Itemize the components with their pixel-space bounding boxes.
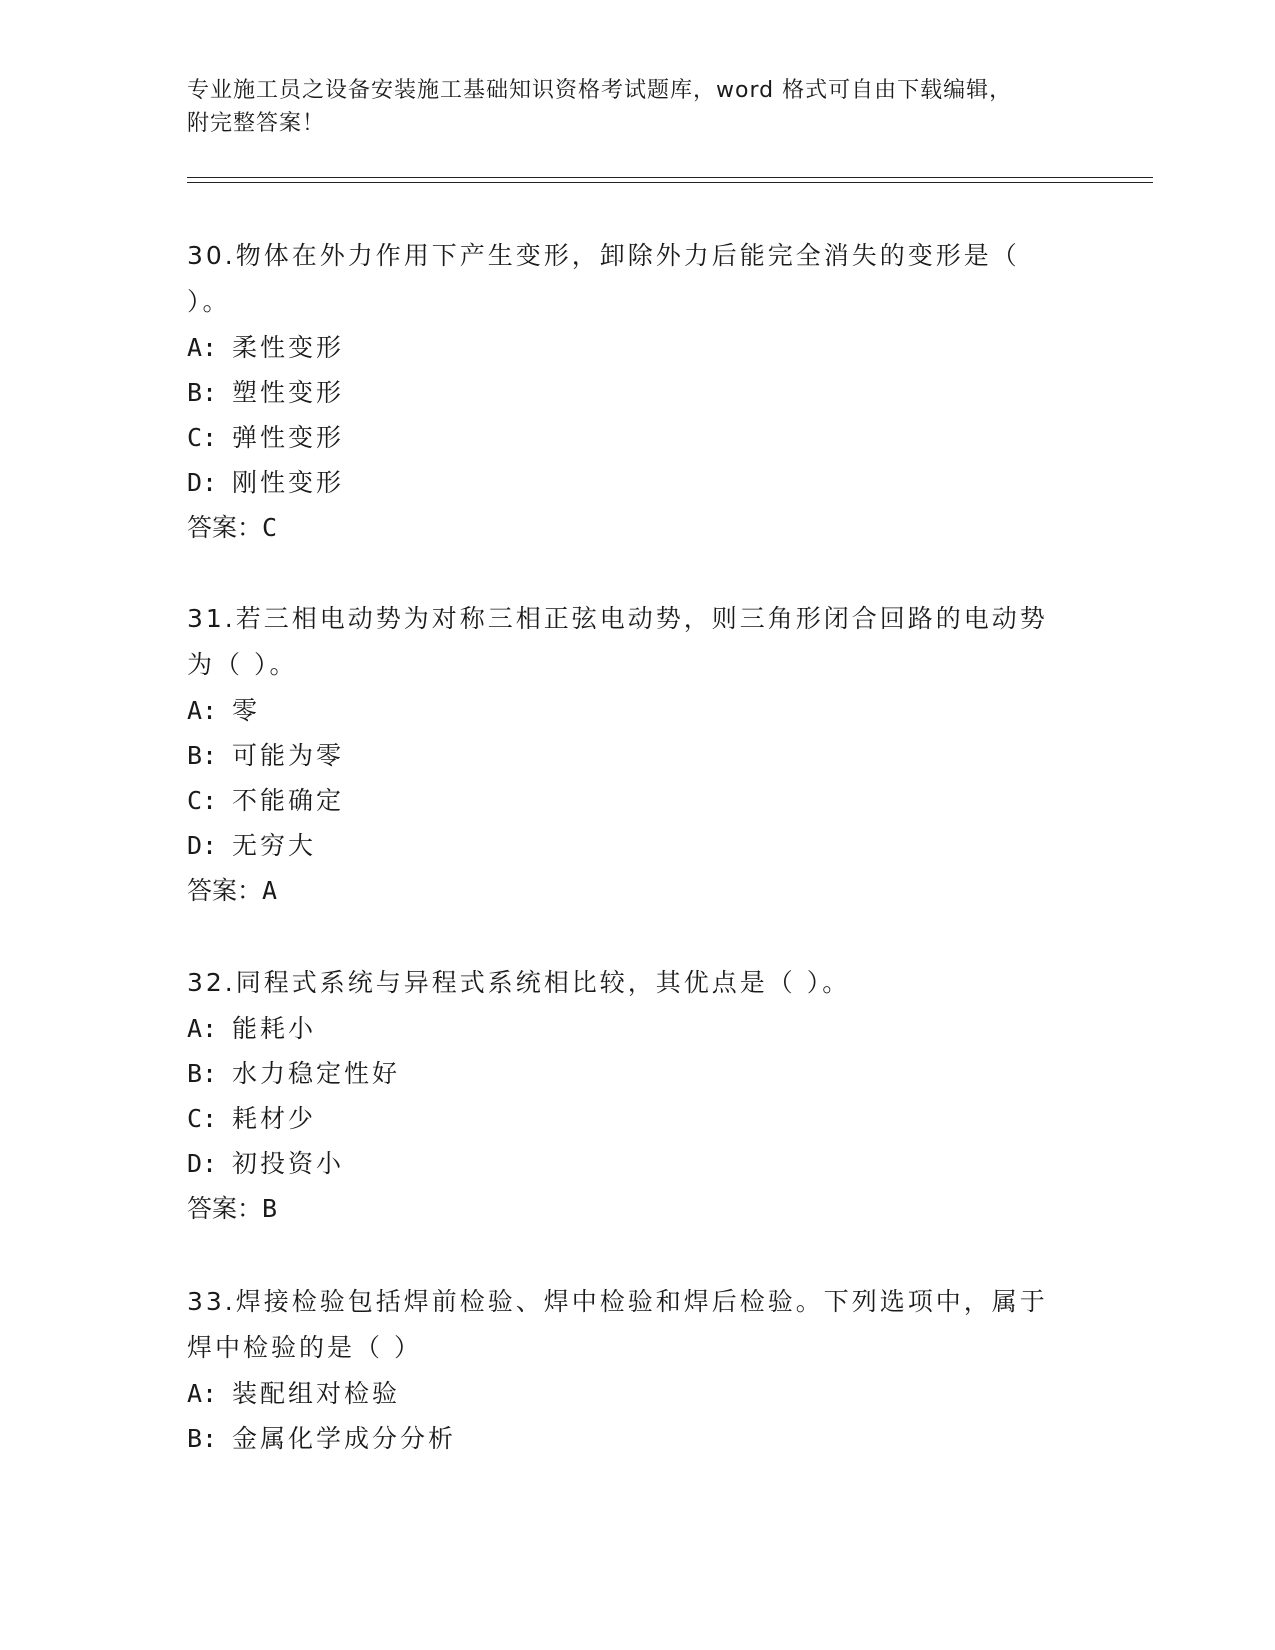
answer-value: B bbox=[262, 1194, 278, 1223]
header-divider-bottom bbox=[187, 182, 1153, 183]
header-line-1: 专业施工员之设备安装施工基础知识资格考试题库，word 格式可自由下载编辑， bbox=[187, 78, 1013, 103]
answer-line bbox=[187, 868, 1087, 914]
option-text: 弹性变形 bbox=[232, 423, 345, 452]
option-text: 刚性变形 bbox=[232, 468, 345, 497]
option-letter: A: bbox=[187, 1379, 218, 1408]
option-letter: C: bbox=[187, 423, 218, 452]
question-stem-line-1: 32.同程式系统与异程式系统相比较，其优点是（ ）。 bbox=[187, 968, 851, 997]
question-stem-line-1: 30.物体在外力作用下产生变形，卸除外力后能完全消失的变形是（ bbox=[187, 241, 1020, 270]
option-letter: B: bbox=[187, 741, 218, 770]
option-b bbox=[187, 1051, 1087, 1096]
option-text: 可能为零 bbox=[232, 741, 345, 770]
document-header bbox=[187, 74, 1067, 140]
answer-value: C bbox=[262, 513, 278, 542]
answer-value: A bbox=[262, 876, 278, 905]
option-text: 耗材少 bbox=[232, 1104, 317, 1133]
option-text: 水力稳定性好 bbox=[232, 1059, 401, 1088]
question-stem-line-2: 为（ ）。 bbox=[187, 650, 298, 679]
question-stem-line-2: 焊中检验的是（ ） bbox=[187, 1333, 422, 1362]
question-stem-line-1: 33.焊接检验包括焊前检验、焊中检验和焊后检验。下列选项中，属于 bbox=[187, 1287, 1048, 1316]
header-line-2: 附完整答案！ bbox=[187, 111, 326, 136]
option-c bbox=[187, 415, 1087, 460]
option-text: 零 bbox=[232, 696, 261, 725]
option-b bbox=[187, 733, 1087, 778]
question-stem-line-2: ）。 bbox=[187, 287, 231, 316]
option-d bbox=[187, 1141, 1087, 1186]
option-d bbox=[187, 460, 1087, 505]
option-letter: B: bbox=[187, 378, 218, 407]
option-b bbox=[187, 370, 1087, 415]
option-a bbox=[187, 688, 1087, 733]
option-letter: D: bbox=[187, 831, 218, 860]
option-c bbox=[187, 778, 1087, 823]
option-d bbox=[187, 823, 1087, 868]
option-text: 无穷大 bbox=[232, 831, 317, 860]
header-divider-top bbox=[187, 177, 1153, 178]
option-a bbox=[187, 325, 1087, 370]
option-letter: C: bbox=[187, 1104, 218, 1133]
option-text: 初投资小 bbox=[232, 1149, 345, 1178]
option-text: 装配组对检验 bbox=[232, 1379, 401, 1408]
option-letter: C: bbox=[187, 786, 218, 815]
option-letter: B: bbox=[187, 1424, 218, 1453]
question-30 bbox=[187, 233, 1087, 551]
answer-label: 答案： bbox=[187, 876, 263, 905]
option-text: 柔性变形 bbox=[232, 333, 345, 362]
answer-line bbox=[187, 505, 1087, 551]
answer-label: 答案： bbox=[187, 1194, 263, 1223]
option-b bbox=[187, 1416, 1087, 1461]
option-text: 塑性变形 bbox=[232, 378, 345, 407]
option-letter: D: bbox=[187, 1149, 218, 1178]
option-text: 不能确定 bbox=[232, 786, 345, 815]
option-a bbox=[187, 1371, 1087, 1416]
answer-line bbox=[187, 1186, 1087, 1232]
question-31 bbox=[187, 596, 1087, 914]
answer-label: 答案： bbox=[187, 513, 263, 542]
option-letter: D: bbox=[187, 468, 218, 497]
question-32 bbox=[187, 960, 1087, 1232]
option-text: 金属化学成分分析 bbox=[232, 1424, 457, 1453]
option-a bbox=[187, 1006, 1087, 1051]
option-c bbox=[187, 1096, 1087, 1141]
question-stem-line-1: 31.若三相电动势为对称三相正弦电动势，则三角形闭合回路的电动势 bbox=[187, 604, 1048, 633]
option-text: 能耗小 bbox=[232, 1014, 317, 1043]
option-letter: B: bbox=[187, 1059, 218, 1088]
option-letter: A: bbox=[187, 696, 218, 725]
question-33 bbox=[187, 1279, 1087, 1461]
option-letter: A: bbox=[187, 333, 218, 362]
option-letter: A: bbox=[187, 1014, 218, 1043]
